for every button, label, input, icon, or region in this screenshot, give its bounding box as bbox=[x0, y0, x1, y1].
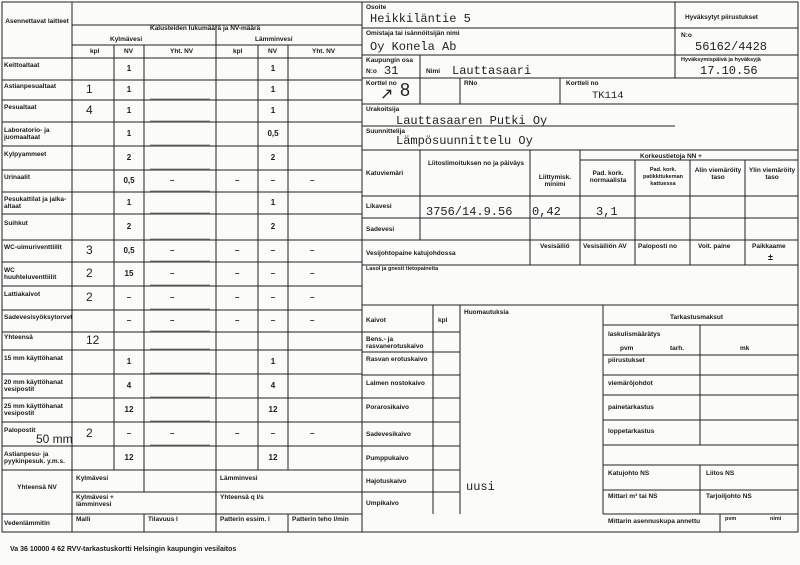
count-handwritten: 2 bbox=[86, 290, 93, 304]
nv-warm: NV bbox=[268, 48, 278, 55]
nv-warm-value: 12 bbox=[268, 405, 278, 414]
note-text: uusi bbox=[466, 480, 495, 494]
row-label: 25 mm käyttöhanat vesipostit bbox=[4, 403, 63, 417]
street-label: Osoite bbox=[366, 4, 387, 11]
main-ns: Katujohto NS bbox=[608, 470, 650, 477]
total-nv-label: Yhteensä NV bbox=[17, 484, 57, 491]
row-label: Suihkut bbox=[4, 220, 28, 227]
supply-note: Lasol ja gnesit tietopaineita bbox=[366, 266, 439, 272]
volume-label: Tilavuus l bbox=[148, 516, 178, 523]
kpl-warm: kpl bbox=[233, 48, 243, 55]
well-2: Lalmen nostokaivo bbox=[366, 380, 425, 387]
row-label: Lattiakaivot bbox=[4, 291, 41, 298]
row-label: WC-uimuriventtiilit bbox=[4, 244, 62, 251]
dash-mark: – bbox=[310, 269, 315, 278]
lowest-col: Alin viemäröity taso bbox=[694, 167, 742, 181]
pad2-col: Pad. kork. patikkitukeman kattuessa bbox=[642, 167, 684, 187]
dash-mark: – bbox=[310, 246, 315, 255]
nv-cold-value: 0,5 bbox=[123, 246, 135, 255]
contractor-label: Urakoitsija bbox=[366, 106, 400, 113]
count-handwritten: 12 bbox=[86, 333, 100, 347]
fee-3: painetarkastus bbox=[608, 404, 654, 411]
nv-cold-value: 2 bbox=[126, 222, 132, 231]
power2-label: Patterin teho l/min bbox=[292, 516, 349, 523]
meter-nimi: nimi bbox=[770, 516, 782, 522]
bottom-cold: Kylmävesi bbox=[76, 475, 109, 482]
row-label: Yhteensä bbox=[4, 334, 33, 341]
row-label: Urinaalit bbox=[4, 174, 31, 181]
plot-value: TK114 bbox=[592, 90, 624, 102]
wells-kpl: kpl bbox=[438, 317, 448, 324]
count-handwritten: 4 bbox=[86, 103, 93, 117]
nv-warm-value: – bbox=[270, 429, 276, 438]
dash-mark: – bbox=[235, 429, 240, 438]
owner-value: Oy Konela Ab bbox=[370, 40, 457, 54]
fire-hydrant-size: 50 mm bbox=[36, 432, 73, 446]
supply-label: Vesijohtopaine katujohdossa bbox=[366, 250, 456, 257]
plot-label: Kortteli no bbox=[566, 80, 599, 87]
pad-col: Pad. kork. normaalista bbox=[589, 170, 627, 184]
district-label: Kaupungin osa bbox=[366, 57, 413, 64]
highest-col: Ylin viemäröity taso bbox=[748, 167, 796, 181]
well-7: Umpikaivo bbox=[366, 500, 399, 507]
fee-2: viemäröjohdot bbox=[608, 380, 653, 387]
entry-ns: Liitos NS bbox=[706, 470, 735, 477]
nv-cold-value: 2 bbox=[126, 153, 132, 162]
row-label: Keittoaltaat bbox=[4, 62, 40, 69]
nv-warm-value: – bbox=[270, 176, 276, 185]
meter-resp: Mittarin asennuskupa annettu bbox=[608, 518, 701, 525]
dash-mark: – bbox=[310, 429, 315, 438]
waste-permit: 3756/14.9.56 bbox=[426, 205, 513, 219]
row-label: Pesualtaat bbox=[4, 104, 37, 111]
nv-cold-value: 12 bbox=[124, 405, 134, 414]
permit-col: Liitoslimoituksen no ja päiväys bbox=[427, 160, 525, 167]
contractor-value: Lauttasaaren Putki Oy bbox=[396, 114, 548, 128]
dash-mark: – bbox=[235, 176, 240, 185]
nv-cold-value: – bbox=[126, 293, 132, 302]
power-label: Patterin essim. l bbox=[220, 516, 270, 523]
row-label: Kylpyammeet bbox=[4, 151, 47, 158]
row-label: Laboratorio- ja juomaaltaat bbox=[4, 127, 50, 141]
approval-label: Hyväksymispäivä ja hyväksyjä bbox=[681, 57, 761, 63]
nv-cold-value: 4 bbox=[126, 381, 132, 390]
rno-label: RNo bbox=[464, 80, 478, 87]
waste-pad: 3,1 bbox=[596, 205, 618, 219]
street-value: Heikkiläntie 5 bbox=[370, 12, 471, 26]
well-6: Hajotuskaivo bbox=[366, 478, 407, 485]
row-label: 15 mm käyttöhanat bbox=[4, 355, 63, 362]
nv-warm-value: 1 bbox=[270, 106, 276, 115]
nv-cold-value: 1 bbox=[126, 64, 132, 73]
count-handwritten: 1 bbox=[86, 82, 93, 96]
district-name-label: Nimi bbox=[426, 68, 441, 75]
designer-value: Lämpösuunnittelu Oy bbox=[396, 134, 533, 148]
row-label: Sadevesisyöksytorvet bbox=[4, 314, 73, 321]
plus-minus: ± bbox=[768, 252, 773, 262]
dash-mark: – bbox=[310, 316, 315, 325]
district-no: 31 bbox=[384, 64, 399, 78]
dash-mark: – bbox=[235, 246, 240, 255]
notes-label: Huomautuksia bbox=[464, 309, 509, 316]
count-handwritten: 2 bbox=[86, 266, 93, 280]
water-col-1: Vesisäiliön AV bbox=[583, 243, 627, 250]
nv-cold-value: 1 bbox=[126, 129, 132, 138]
bottom-warm: Lämminvesi bbox=[220, 475, 258, 482]
nv-cold-value: 1 bbox=[126, 106, 132, 115]
dash-mark: – bbox=[235, 269, 240, 278]
sewer-label: Katuviemäri bbox=[366, 170, 404, 177]
cold-header: Kylmävesi bbox=[110, 36, 143, 43]
row-label: Palopostit bbox=[4, 427, 36, 434]
well-5: Pumppukaivo bbox=[366, 455, 409, 462]
waste-label: Likavesi bbox=[366, 203, 392, 210]
count-handwritten: 2 bbox=[86, 426, 93, 440]
nv-cold-value: – bbox=[126, 429, 132, 438]
meter-ns: Mittari m³ tai NS bbox=[608, 493, 658, 500]
count-handwritten: 3 bbox=[86, 243, 93, 257]
fee-mk: mk bbox=[740, 345, 750, 352]
warm-header: Lämminvesi bbox=[255, 36, 293, 43]
kpl-cold: kpl bbox=[90, 48, 100, 55]
block-label: Korttel no bbox=[366, 80, 397, 87]
bottom-coldwarm: Kylmävesi + lämminvesi bbox=[76, 494, 114, 508]
row-label: WC huuhteluventtiilit bbox=[4, 267, 57, 281]
water-heater-label: Vedenlämmitin bbox=[4, 520, 50, 527]
wells-label: Kaivot bbox=[366, 317, 386, 324]
dash-mark: – bbox=[170, 293, 175, 302]
nv-warm-value: 2 bbox=[270, 222, 276, 231]
well-0: Bens.- ja rasvanerotuskaivo bbox=[366, 336, 424, 350]
nv-warm-value: 0,5 bbox=[267, 129, 279, 138]
nv-cold: NV bbox=[124, 48, 134, 55]
well-1: Rasvan erotuskaivo bbox=[366, 356, 428, 363]
nv-warm-value: 12 bbox=[268, 453, 278, 462]
nv-warm-value: – bbox=[270, 316, 276, 325]
fee-0: laskulismäärätys bbox=[608, 331, 661, 338]
permit-no-label: N:o bbox=[681, 32, 692, 39]
district-name: Lauttasaari bbox=[452, 64, 532, 78]
nv-warm-value: 1 bbox=[270, 64, 276, 73]
nv-cold-value: 1 bbox=[126, 85, 132, 94]
nv-warm-value: 2 bbox=[270, 153, 276, 162]
fee-1: piirustukset bbox=[608, 357, 645, 364]
dash-mark: – bbox=[170, 246, 175, 255]
well-3: Porarosikaivo bbox=[366, 404, 409, 411]
yht-warm: Yht. NV bbox=[312, 48, 336, 55]
nv-cold-value: 12 bbox=[124, 453, 134, 462]
nv-warm-value: 1 bbox=[270, 198, 276, 207]
nv-warm-value: 4 bbox=[270, 381, 276, 390]
block-mark: ↗ bbox=[380, 86, 394, 103]
fee-4: loppetarkastus bbox=[608, 428, 655, 435]
nv-cold-value: 1 bbox=[126, 357, 132, 366]
water-col-2: Paloposti no bbox=[638, 243, 677, 250]
row-label: 20 mm käyttöhanat vesipostit bbox=[4, 379, 63, 393]
designer-label: Suunnittelija bbox=[366, 128, 405, 135]
water-col-3: Voit. paine bbox=[698, 243, 731, 250]
dash-mark: – bbox=[170, 269, 175, 278]
yht-cold: Yht. NV bbox=[170, 48, 194, 55]
well-4: Sadevesikaivo bbox=[366, 431, 411, 438]
dash-mark: – bbox=[310, 293, 315, 302]
district-no-label: N:o bbox=[366, 68, 377, 75]
heights-label: Korkeustietoja NN + bbox=[640, 153, 702, 160]
nv-cold-value: 0,5 bbox=[123, 176, 135, 185]
waste-conn: 0,42 bbox=[532, 205, 561, 219]
permit-no: 56162/4428 bbox=[695, 40, 768, 54]
dash-mark: – bbox=[310, 176, 315, 185]
fees-label: Tarkastusmaksut bbox=[670, 314, 723, 321]
bottom-total-qs: Yhteensä q l/s bbox=[220, 494, 264, 501]
dash-mark: – bbox=[170, 316, 175, 325]
main-header: Kalusteiden lukumäärä ja NV-määrä bbox=[150, 25, 261, 32]
approval-date: 17.10.56 bbox=[700, 64, 758, 78]
meter-pvm: pvm bbox=[725, 516, 737, 522]
row-label: Astianpesu- ja pyykinpesuk. y.m.s. bbox=[4, 451, 65, 465]
nv-cold-value: – bbox=[126, 316, 132, 325]
model-label: Malli bbox=[76, 516, 91, 523]
row-label: Pesukattilat ja jalka-altaat bbox=[4, 196, 67, 210]
dash-mark: – bbox=[235, 316, 240, 325]
row-label: Astianpesualtaat bbox=[4, 83, 57, 90]
water-col-4: Paikkaame bbox=[752, 243, 786, 250]
nv-warm-value: 1 bbox=[270, 85, 276, 94]
owner-label: Omistaja tai isännöitsijän nimi bbox=[366, 30, 460, 37]
nv-cold-value: 1 bbox=[126, 198, 132, 207]
fee-pvm: pvm bbox=[620, 345, 634, 352]
nv-warm-value: – bbox=[270, 246, 276, 255]
footer-note: Va 36 10000 4 62 RVV-tarkastuskortti Helsingin kaupungin vesilaitos bbox=[10, 546, 237, 553]
permit-label: Hyväksytyt piirustukset bbox=[685, 14, 758, 21]
rain-label: Sadevesi bbox=[366, 226, 395, 233]
fee-tarh: tarh. bbox=[670, 345, 685, 352]
col-devices-header: Asennettavat laitteet bbox=[5, 18, 69, 25]
nv-warm-value: 1 bbox=[270, 357, 276, 366]
dash-mark: – bbox=[170, 176, 175, 185]
valve-ns: Tarjoiljohto NS bbox=[706, 493, 752, 500]
dash-mark: – bbox=[235, 293, 240, 302]
nv-cold-value: 15 bbox=[124, 269, 134, 278]
block-value: 8 bbox=[400, 80, 411, 100]
dash-mark: – bbox=[170, 429, 175, 438]
water-col-0: Vesisäiliö bbox=[540, 243, 570, 250]
nv-warm-value: – bbox=[270, 293, 276, 302]
conn-col: Liittymisk. minimi bbox=[538, 174, 572, 188]
nv-warm-value: – bbox=[270, 269, 276, 278]
